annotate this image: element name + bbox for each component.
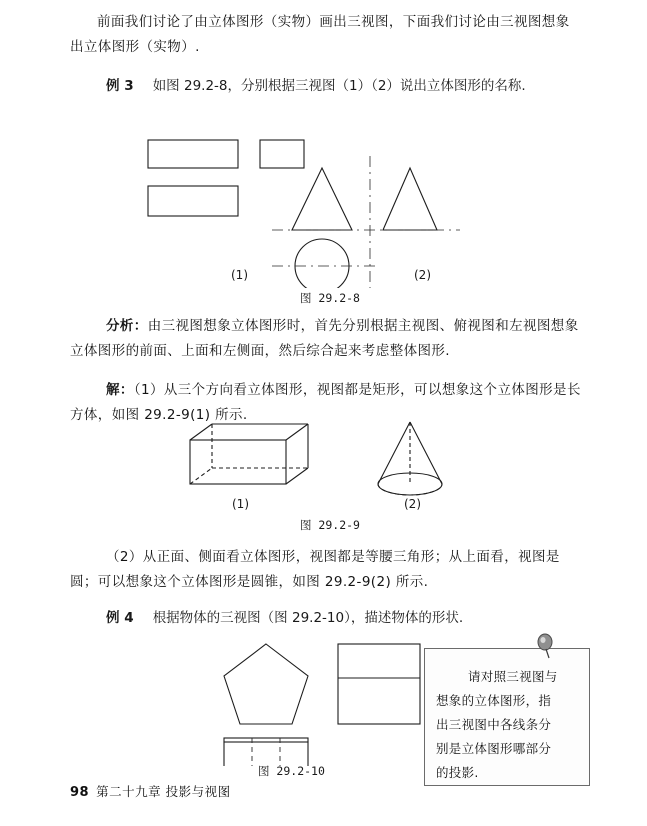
footer-chapter-title: 第二十九章 投影与视图 xyxy=(96,784,231,799)
side-note-line-3: 别是立体图形哪部分 xyxy=(436,741,552,756)
analysis-label: 分析： xyxy=(106,318,148,334)
figure-29-2-8-sub1: (1) xyxy=(231,268,248,282)
page-footer xyxy=(70,782,231,800)
page-number: 98 xyxy=(70,785,90,800)
example-4-label: 例 4 xyxy=(106,610,134,626)
side-note-line-1: 想象的立体图形，指 xyxy=(436,693,552,708)
analysis-text: 由三视图想象立体图形时，首先分别根据主视图、俯视图和左视图想象立体图形的前面、上面和左侧面，然后综合起来考虑整体图形. xyxy=(70,318,579,359)
solution-text: （1）从三个方向看立体图形，视图都是矩形，可以想象这个立体图形是长方体，如图 29.2-9(1) 所示. xyxy=(70,382,581,423)
figure-29-2-8 xyxy=(100,108,560,288)
solution-2-paragraph xyxy=(70,545,582,595)
example-4-text: 根据物体的三视图（图 29.2-10），描述物体的形状. xyxy=(152,610,464,626)
example-3-text: 如图 29.2-8，分别根据三视图（1）（2）说出立体图形的名称. xyxy=(152,78,526,94)
example-3-label: 例 3 xyxy=(106,78,134,94)
example-4-block xyxy=(106,606,586,626)
solution-2-text: （2）从正面、侧面看立体图形，视图都是等腰三角形；从上面看，视图是圆；可以想象这个立体图形是圆锥，如图 29.2-9(2) 所示. xyxy=(70,549,560,590)
pushpin-icon xyxy=(534,633,556,659)
figure-29-2-8-caption: 图 29.2-8 xyxy=(300,291,360,305)
figure-29-2-9-sub2: (2) xyxy=(404,497,421,511)
figure-29-2-9-caption: 图 29.2-9 xyxy=(300,518,360,532)
example-3-block xyxy=(106,74,586,94)
solution-label: 解： xyxy=(106,382,134,398)
figure-29-2-9-sub1: (1) xyxy=(232,497,249,511)
figure-29-2-9 xyxy=(160,418,500,508)
figure-29-2-8-sub2: (2) xyxy=(414,268,431,282)
side-note-line-0: 请对照三视图与 xyxy=(468,669,558,684)
side-note-line-4: 的投影. xyxy=(436,765,479,780)
analysis-paragraph xyxy=(70,314,582,364)
figure-29-2-10-caption: 图 29.2-10 xyxy=(258,764,325,778)
intro-paragraph: 前面我们讨论了由立体图形（实物）画出三视图，下面我们讨论由三视图想象出立体图形（实物）. xyxy=(70,14,570,55)
figure-29-2-10 xyxy=(208,638,448,766)
side-note-line-2: 出三视图中各线条分 xyxy=(436,717,552,732)
